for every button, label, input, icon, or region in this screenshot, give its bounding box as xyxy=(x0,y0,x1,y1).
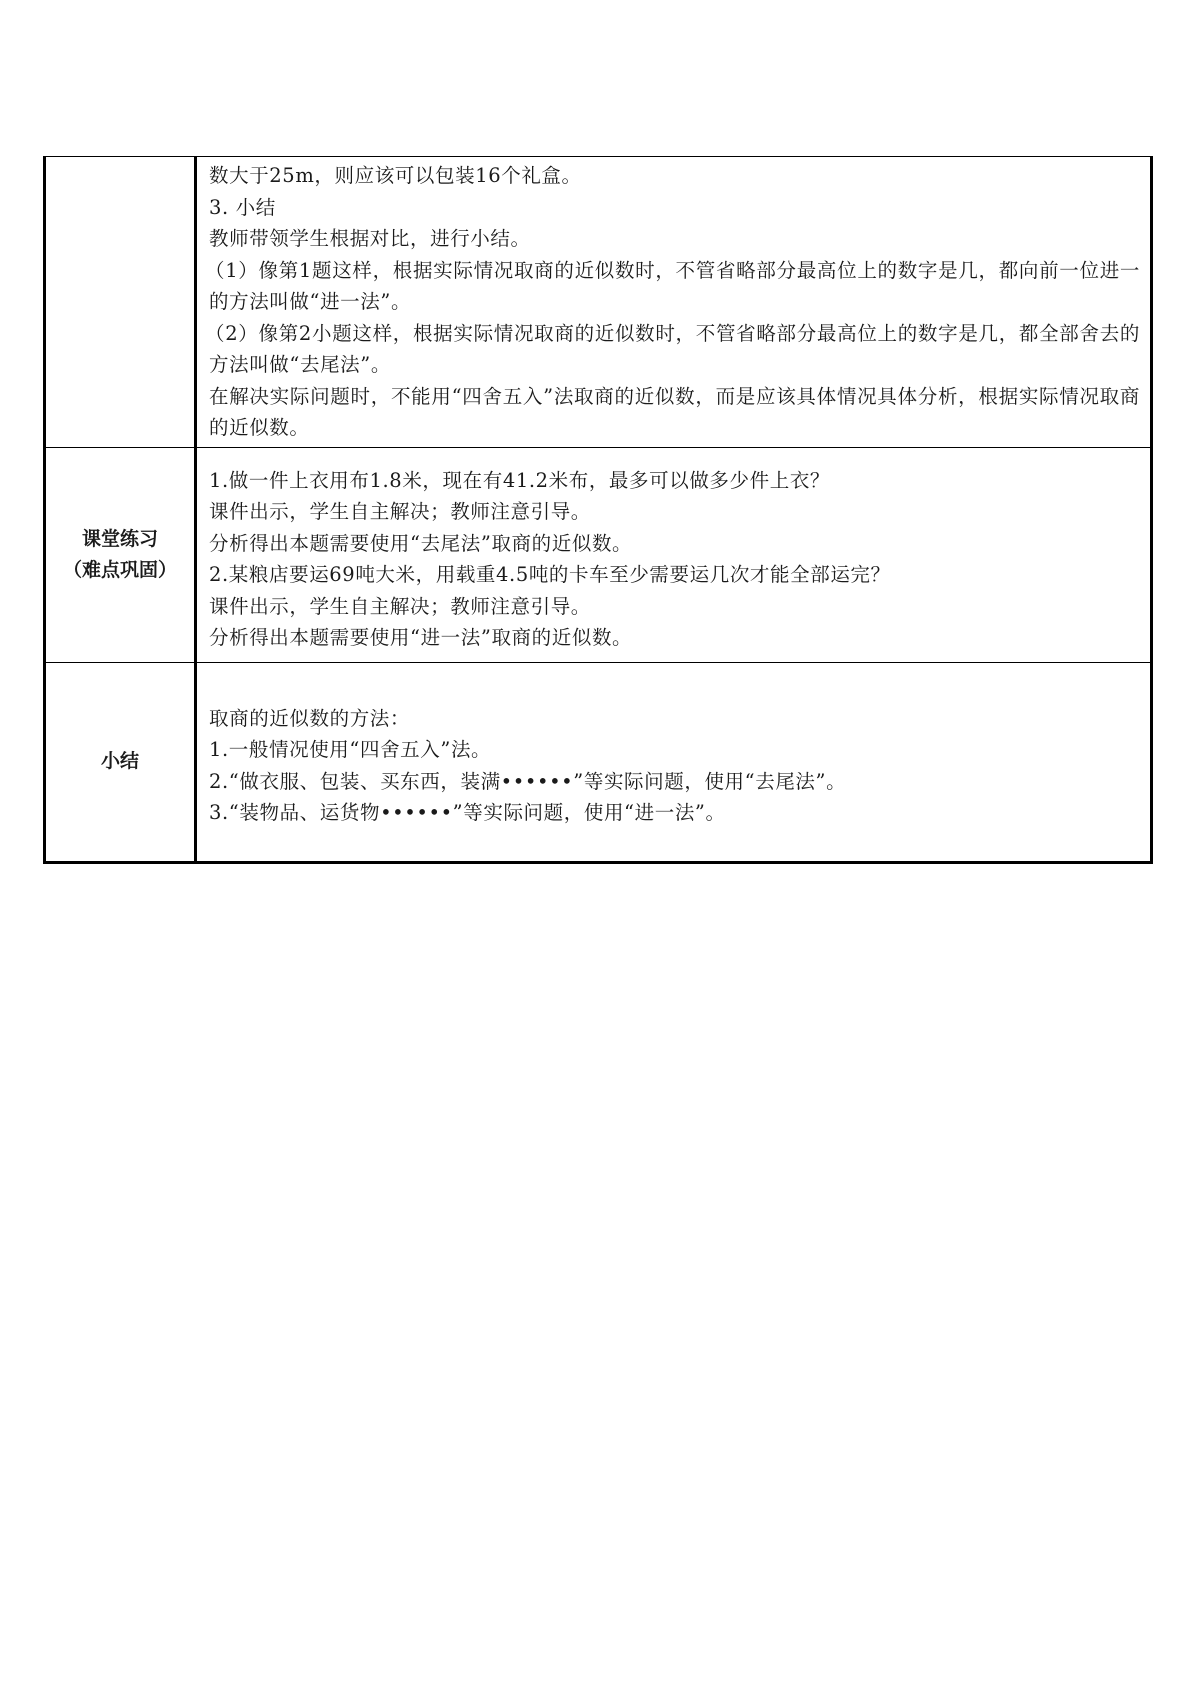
row2-label-line1: 课堂练习 xyxy=(81,527,158,550)
row3-label: 小结 xyxy=(100,750,139,772)
row2-line-6: 分析得出本题需要使用“进一法”取商的近似数。 xyxy=(209,626,633,649)
table-row-summary-continued xyxy=(45,157,1152,448)
row1-line-1: 数大于25m，则应该可以包装16个礼盒。 xyxy=(209,164,582,187)
row3-line-1: 取商的近似数的方法： xyxy=(209,706,411,730)
lesson-plan-table xyxy=(43,156,1153,864)
row3-content xyxy=(197,663,1150,832)
row1-line-4: （1）像第1题这样，根据实际情况取商的近似数时，不管省略部分最高位上的数字是几，都向前一位进一的方法叫做“进一法”。 xyxy=(205,258,1140,313)
row2-label-cell xyxy=(45,447,196,662)
row1-label-cell xyxy=(45,157,196,448)
row1-line-3: 教师带领学生根据对比，进行小结。 xyxy=(209,227,531,250)
row1-line-2: 3. 小结 xyxy=(209,195,276,219)
table-row-summary xyxy=(45,662,1152,862)
row3-label-cell xyxy=(45,662,196,862)
table-row-classroom-practice xyxy=(45,447,1152,662)
row2-content-cell xyxy=(196,447,1152,662)
row1-line-5: （2）像第2小题这样，根据实际情况取商的近似数时，不管省略部分最高位上的数字是几，都全部舍去的方法叫做“去尾法”。 xyxy=(205,321,1140,376)
row2-line-1: 1.做一件上衣用布1.8米，现在有41.2米布，最多可以做多少件上衣？ xyxy=(209,468,831,492)
row3-line-4: 3.“装物品、运货物••••••”等实际问题，使用“进一法”。 xyxy=(209,801,726,824)
row2-line-2: 课件出示，学生自主解决；教师注意引导。 xyxy=(209,500,591,523)
row1-content-cell xyxy=(196,157,1152,448)
row2-label-line2: （难点巩固） xyxy=(62,558,177,581)
row2-line-5: 课件出示，学生自主解决；教师注意引导。 xyxy=(209,594,591,618)
row3-line-3: 2.“做衣服、包装、买东西，装满••••••”等实际问题，使用“去尾法”。 xyxy=(209,769,847,793)
row3-line-2: 1.一般情况使用“四舍五入”法。 xyxy=(209,738,492,761)
row2-line-4: 2.某粮店要运69吨大米，用载重4.5吨的卡车至少需要运几次才能全部运完？ xyxy=(209,563,891,586)
row2-line-3: 分析得出本题需要使用“去尾法”取商的近似数。 xyxy=(209,531,633,555)
row3-content-cell xyxy=(196,662,1152,862)
row2-content xyxy=(197,448,1150,657)
row1-content xyxy=(197,157,1150,447)
row1-line-6: 在解决实际问题时，不能用“四舍五入”法取商的近似数，而是应该具体情况具体分析，根据实际情况取商的近似数。 xyxy=(209,384,1140,439)
